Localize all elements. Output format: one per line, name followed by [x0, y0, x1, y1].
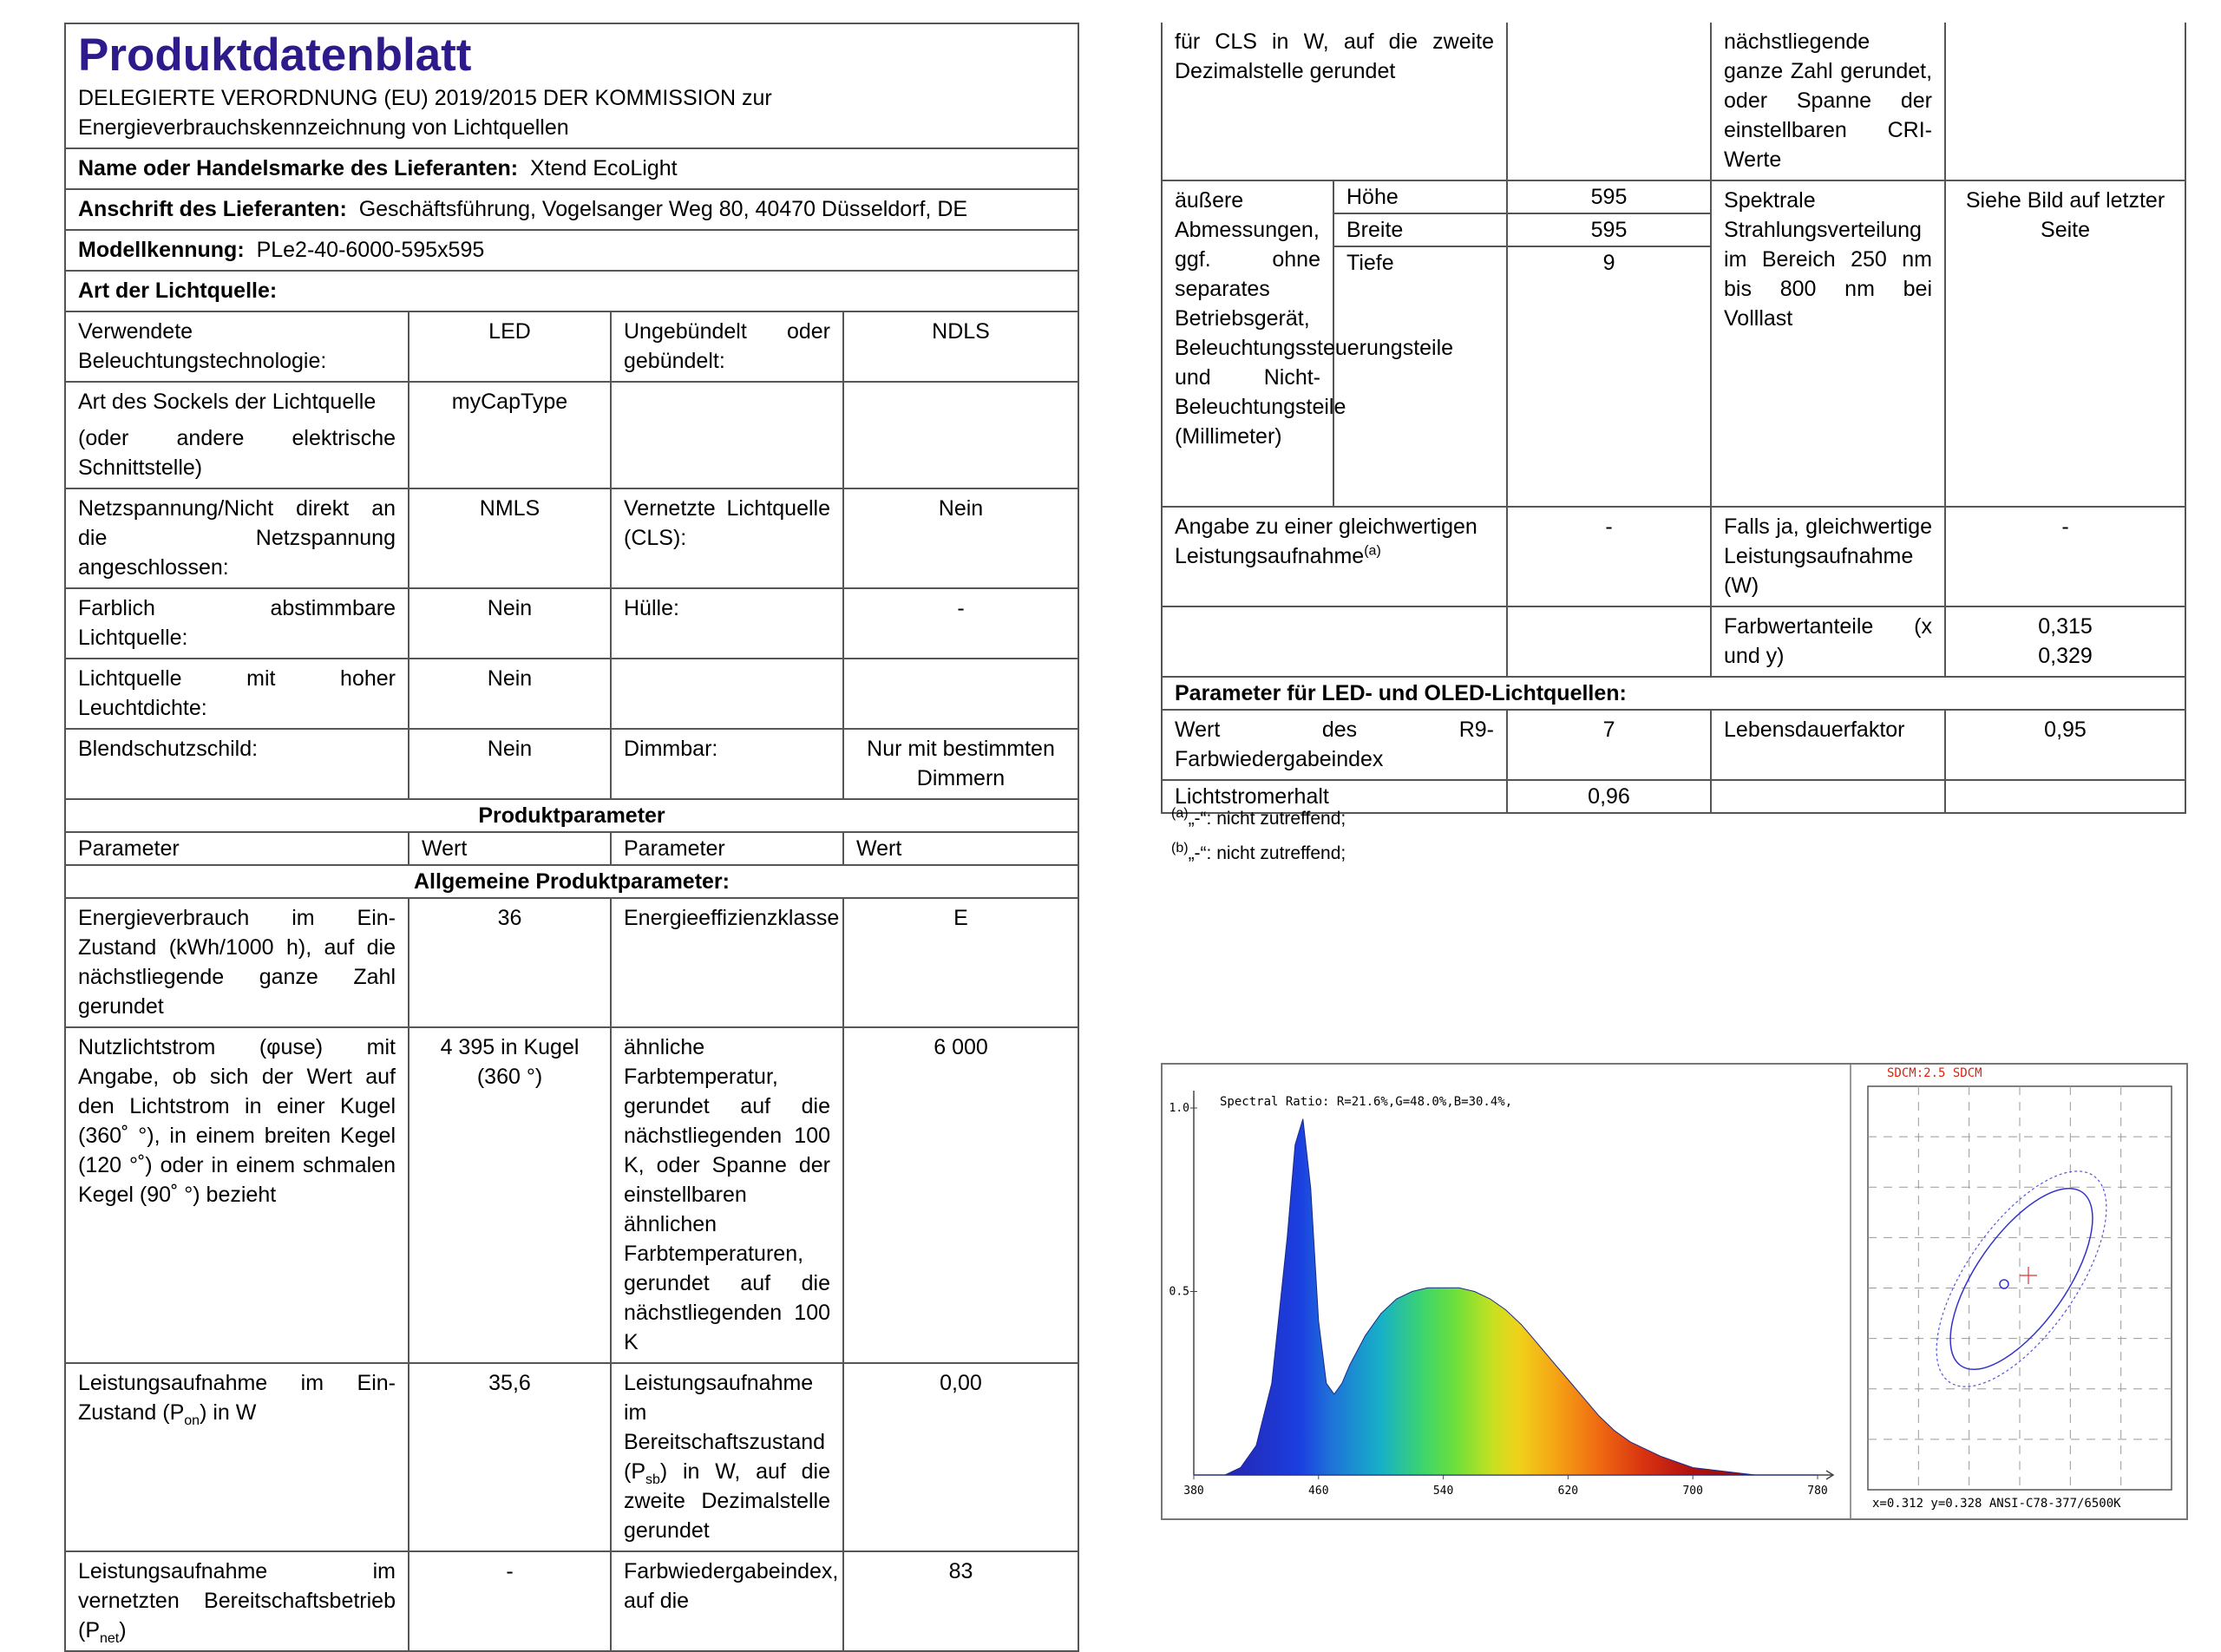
pon-value: 35,6 — [409, 1363, 611, 1551]
mains-label: Netzspannung/Nicht direkt an die Netzspannung angeschlossen: — [65, 488, 409, 588]
x-value: 0,315 — [2038, 614, 2093, 639]
empty-cell — [1507, 23, 1711, 180]
energy-label: Energieverbrauch im Ein-Zustand (kWh/1000 h), auf die nächstliegende ganze Zahl gerundet — [65, 898, 409, 1027]
address-row — [65, 189, 1078, 230]
dim-value: Nur mit bestimmten Dimmern — [843, 729, 1078, 799]
glare-label: Blendschutzschild: — [65, 729, 409, 799]
life-label: Lebensdauerfaktor — [1711, 710, 1945, 780]
empty-cell — [1945, 23, 2185, 180]
spectrum-chart-frame — [1161, 1063, 2188, 1520]
y-tick-label: 1.0 — [1169, 1102, 1189, 1115]
pon-label: Leistungsaufnahme im Ein-Zustand $(P_{on})$ in W — [65, 1363, 409, 1551]
cri-value: 83 — [843, 1551, 1078, 1651]
col-param-header: Parameter — [65, 832, 409, 865]
col-param-header: Parameter — [611, 832, 843, 865]
empty-cell — [1162, 606, 1507, 677]
empty-cell — [611, 382, 843, 488]
tunable-value: Nein — [409, 588, 611, 659]
mains-value: NMLS — [409, 488, 611, 588]
depth-value: 9 — [1507, 246, 1711, 507]
spd-label: Spektrale Strahlungsverteilung im Bereich 250 nm bis 800 nm bei Volllast — [1711, 180, 1945, 507]
maint-value: 0,96 — [1507, 780, 1711, 813]
flux-label: Nutzlichtstrom (φuse) mit Angabe, ob sich der Wert auf den Lichtstrom in einer Kugel (360˚ °), in einem breiten Kegel (120 °˚) oder in einem schmalen Kegel (90˚ °) bezieht — [65, 1027, 409, 1363]
led-params-header: Parameter für LED- und OLED-Lichtquellen: — [1162, 677, 2185, 710]
address-value: Geschäftsführung, Vogelsanger Weg 80, 40470 Düsseldorf, DE — [358, 197, 968, 221]
chromaticity-footer: x=0.312 y=0.328 ANSI-C78-377/6500K — [1872, 1497, 2121, 1511]
cct-value: 6 000 — [843, 1027, 1078, 1363]
height-value: 595 — [1507, 180, 1711, 213]
x-tick-label: 380 — [1183, 1485, 1204, 1498]
cap-label-2: (oder andere elektrische Schnittstelle) — [78, 426, 396, 480]
width-value: 595 — [1507, 213, 1711, 246]
depth-label: Tiefe — [1333, 246, 1507, 507]
equiv-label: Angabe zu einer gleichwertigen Leistungsaufnahme$^{(a)}$ — [1162, 507, 1507, 606]
empty-cell — [843, 659, 1078, 729]
spectrum-title: Spectral Ratio: R=21.6%,G=48.0%,B=30.4%, — [1220, 1095, 1513, 1109]
regulation-line-1: DELEGIERTE VERORDNUNG (EU) 2019/2015 DER KOMMISSION zur — [78, 86, 772, 110]
envelope-value: - — [843, 588, 1078, 659]
envelope-label: Hülle: — [611, 588, 843, 659]
dims-label: äußere Abmessungen, ggf. ohne separates Betriebsgerät, Beleuchtungssteuerungsteile und Nicht-Beleuchtungsteile (Millimeter) — [1162, 180, 1333, 507]
life-value: 0,95 — [1945, 710, 2185, 780]
y-value: 0,329 — [2038, 644, 2093, 668]
spd-value: Siehe Bild auf letzter Seite — [1945, 180, 2185, 507]
cls-power-cont-label: für CLS in W, auf die zweite Dezimalstelle gerundet — [1162, 23, 1507, 180]
cls-value: Nein — [843, 488, 1078, 588]
col-value-header: Wert — [409, 832, 611, 865]
regulation-line-2: Energieverbrauchskennzeichnung von Lichtquellen — [78, 115, 569, 140]
chromaticity-plot — [1851, 1065, 2172, 1518]
maint-label: Lichtstromerhalt — [1162, 780, 1507, 813]
r9-value: 7 — [1507, 710, 1711, 780]
model-row — [65, 230, 1078, 271]
width-label: Breite — [1333, 213, 1507, 246]
psb-label: Leistungsaufnahme im Bereitschaftszustand $(P_{sb})$ in W, auf die zweite Dezimalstelle gerundet — [611, 1363, 843, 1551]
cap-label: Art des Sockels der Lichtquelle — [78, 390, 377, 414]
sdcm-title: SDCM:2.5 SDCM — [1887, 1066, 1982, 1080]
high-luminance-value: Nein — [409, 659, 611, 729]
eclass-label: Energieeffizienzklasse — [611, 898, 843, 1027]
pnet-value: - — [409, 1551, 611, 1651]
model-value: PLe2-40-6000-595x595 — [256, 238, 485, 262]
sdcm-ellipse-outer — [1904, 1144, 2139, 1413]
page-title: Produktdatenblatt — [78, 30, 472, 81]
psb-value: 0,00 — [843, 1363, 1078, 1551]
eclass-value: E — [843, 898, 1078, 1027]
r9-label: Wert des R9-Farbwiedergabeindex — [1162, 710, 1507, 780]
dim-label: Dimmbar: — [611, 729, 843, 799]
supplier-value: Xtend EcoLight — [530, 156, 678, 180]
col-value-header: Wert — [843, 832, 1078, 865]
x-tick-label: 540 — [1432, 1485, 1454, 1498]
supplier-row — [65, 148, 1078, 189]
measured-point — [2000, 1280, 2008, 1288]
tunable-label: Farblich abstimmbare Lichtquelle: — [65, 588, 409, 659]
high-luminance-label: Lichtquelle mit hoher Leuchtdichte: — [65, 659, 409, 729]
type-header: Art der Lichtquelle: — [65, 271, 1078, 311]
cri-cont-label: nächstliegende ganze Zahl gerundet, oder Spanne der einstellbaren CRI-Werte — [1711, 23, 1945, 180]
ndls-value: NDLS — [843, 311, 1078, 382]
cri-label: Farbwiedergabeindex, auf die — [611, 1551, 843, 1651]
empty-cell — [843, 382, 1078, 488]
glare-value: Nein — [409, 729, 611, 799]
y-tick-label: 0.5 — [1169, 1285, 1189, 1299]
product-params-header: Produktparameter — [65, 799, 1078, 832]
model-label: Modellkennung: — [78, 238, 245, 262]
empty-cell — [1507, 606, 1711, 677]
spectrum-chart — [1163, 1065, 2186, 1518]
x-tick-label: 700 — [1682, 1485, 1703, 1498]
tech-label: Verwendete Beleuchtungstechnologie: — [65, 311, 409, 382]
tech-value: LED — [409, 311, 611, 382]
supplier-label: Name oder Handelsmarke des Lieferanten: — [78, 156, 519, 180]
xy-label: Farbwertanteile (x und y) — [1711, 606, 1945, 677]
empty-cell — [1945, 780, 2185, 813]
empty-cell — [611, 659, 843, 729]
energy-value: 36 — [409, 898, 611, 1027]
footnote-b: $^{(b)}$„-“: nicht zutreffend; — [1171, 841, 1346, 863]
address-label: Anschrift des Lieferanten: — [78, 197, 347, 221]
ndls-label: Ungebündelt oder gebündelt: — [611, 311, 843, 382]
x-tick-label: 620 — [1557, 1485, 1579, 1498]
equiv-w-value: - — [1945, 507, 2185, 606]
pnet-label: Leistungsaufnahme im vernetzten Bereitschaftsbetrieb $(P_{net})$ — [65, 1551, 409, 1651]
sdcm-ellipse-inner — [1923, 1166, 2119, 1392]
cls-label: Vernetzte Lichtquelle (CLS): — [611, 488, 843, 588]
height-label: Höhe — [1333, 180, 1507, 213]
general-params-header: Allgemeine Produktparameter: — [65, 865, 1078, 898]
equiv-value: - — [1507, 507, 1711, 606]
flux-value: 4 395 in Kugel (360 °) — [409, 1027, 611, 1363]
spectrum-area — [1194, 1119, 1818, 1475]
left-datasheet-table — [64, 23, 1079, 1652]
equiv-w-label: Falls ja, gleichwertige Leistungsaufnahme (W) — [1711, 507, 1945, 606]
spectrum-plot — [1169, 1091, 1833, 1498]
x-tick-label: 460 — [1308, 1485, 1329, 1498]
cap-value: myCapType — [409, 382, 611, 488]
cct-label: ähnliche Farbtemperatur, gerundet auf die nächstliegenden 100 K, oder Spanne der einstellbaren ähnlichen Farbtemperaturen, gerundet auf die nächstliegenden 100 K — [611, 1027, 843, 1363]
footnote-a: $^{(a)}$„-“: nicht zutreffend; — [1171, 806, 1346, 829]
empty-cell — [1711, 780, 1945, 813]
x-tick-label: 780 — [1807, 1485, 1828, 1498]
cap-label-cell — [65, 382, 409, 488]
right-datasheet-table — [1161, 23, 2186, 814]
xy-values — [1945, 606, 2185, 677]
